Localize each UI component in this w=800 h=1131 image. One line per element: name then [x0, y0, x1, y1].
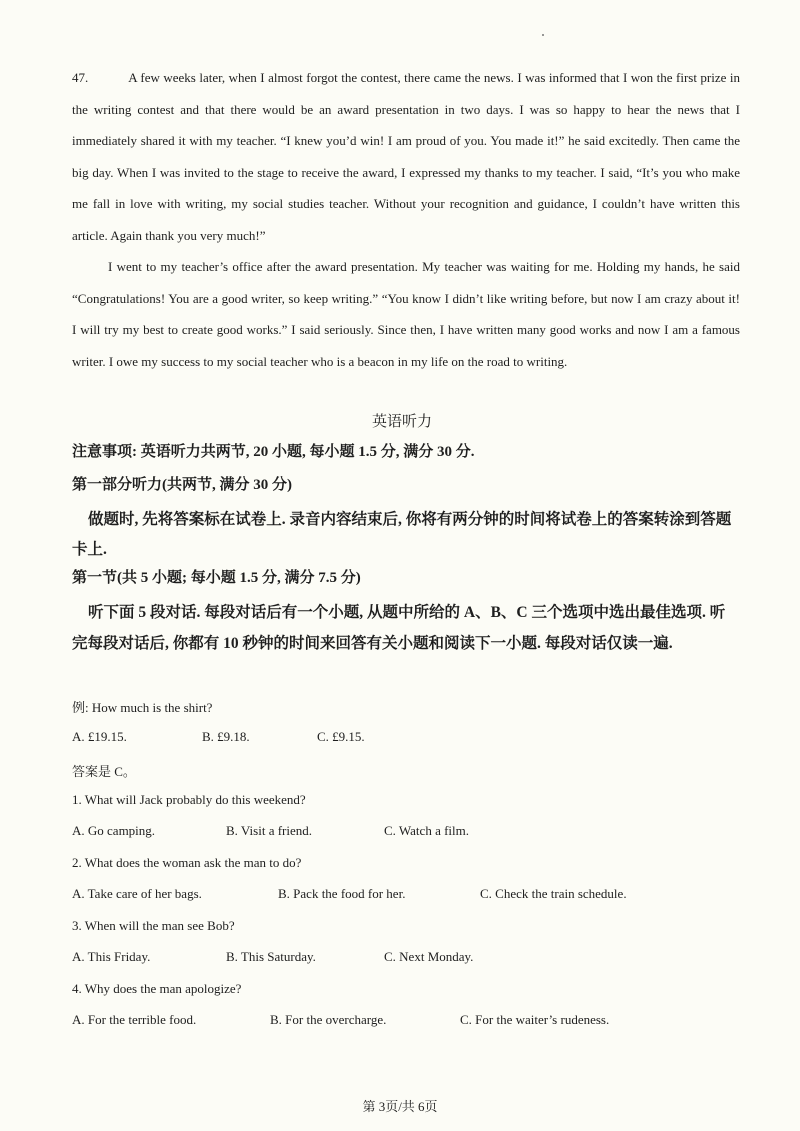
option-a: A. For the terrible food. [72, 1012, 197, 1027]
page-footer: 第 3页/共 6页 [362, 1099, 438, 1114]
essay-paragraph-1 [72, 62, 740, 251]
section-heading: 第一节(共 5 小题; 每小题 1.5 分, 满分 7.5 分) [72, 570, 361, 586]
option-b: B. Visit a friend. [226, 823, 312, 838]
question-3: 3. When will the man see Bob? [72, 918, 235, 933]
question-2-options [72, 886, 712, 904]
section-title: 英语听力 [371, 414, 432, 430]
option-a: A. £19.15. [72, 729, 127, 744]
example-options [72, 729, 712, 747]
example-answer: 答案是 C。 [72, 764, 136, 779]
question-2: 2. What does the woman ask the man to do? [72, 855, 302, 870]
example-question: 例: How much is the shirt? [72, 700, 213, 715]
notice: 注意事项: 英语听力共两节, 20 小题, 每小题 1.5 分, 满分 30 分. [72, 444, 475, 460]
option-c: C. Check the train schedule. [480, 886, 627, 901]
option-a: A. Take care of her bags. [72, 886, 202, 901]
option-b: B. £9.18. [202, 729, 250, 744]
instruction-dialogues: 听下面 5 段对话. 每段对话后有一个小题, 从题中所给的 A、B、C 三个选项中选出最佳选项. 听完每段对话后, 你都有 10 秒钟的时间来回答有关小题和阅读下一小题. 每段对话仅读一遍. [72, 604, 726, 652]
question-1: 1. What will Jack probably do this weekend? [72, 792, 306, 807]
option-a: A. This Friday. [72, 949, 151, 964]
question-4: 4. Why does the man apologize? [72, 981, 242, 996]
option-b: B. This Saturday. [226, 949, 316, 964]
option-c: C. For the waiter’s rudeness. [460, 1012, 610, 1027]
option-b: B. Pack the food for her. [278, 886, 406, 901]
question-4-options [72, 1012, 712, 1030]
scan-speck [542, 34, 544, 36]
essay-passage [72, 62, 740, 377]
question-number: 47. [72, 70, 89, 85]
part-heading: 第一部分听力(共两节, 满分 30 分) [72, 477, 292, 493]
option-a: A. Go camping. [72, 823, 156, 838]
essay-paragraph-2: I went to my teacher’s office after the award presentation. My teacher was waiting for me. Holding my hands, he said “Congratulations! You are a good writer, so keep writing.” “You know I didn’t like writing before, but now I am crazy about it! I will try my best to create good works.” I said seriously. Since then, I have written many good works and now I am a famous writer. I owe my success to my social teacher who is a beacon in my life on the road to writing. [72, 259, 740, 369]
option-b: B. For the overcharge. [270, 1012, 387, 1027]
option-c: C. Watch a film. [384, 823, 470, 838]
instruction-transfer: 做题时, 先将答案标在试卷上. 录音内容结束后, 你将有两分钟的时间将试卷上的答案转涂到答题卡上. [72, 511, 732, 558]
option-c: C. Next Monday. [384, 949, 474, 964]
essay-paragraph-1-text: A few weeks later, when I almost forgot the contest, there came the news. I was informed that I won the first prize in the writing contest and that there would be an award presentation in two days. I was so happy to hear the news that I immediately shared it with my teacher. “I knew you’d win! I am proud of you. You made it!” he said excitedly. Then came the big day. When I was invited to the stage to receive the award, I expressed my thanks to my teacher. I said, “It’s you who make me fall in love with writing, my social studies teacher. Without your recognition and guidance, I couldn’t have written this article. Again thank you very much!” [72, 70, 740, 243]
question-3-options [72, 949, 712, 967]
option-c: C. £9.15. [317, 729, 365, 744]
question-1-options [72, 823, 712, 841]
